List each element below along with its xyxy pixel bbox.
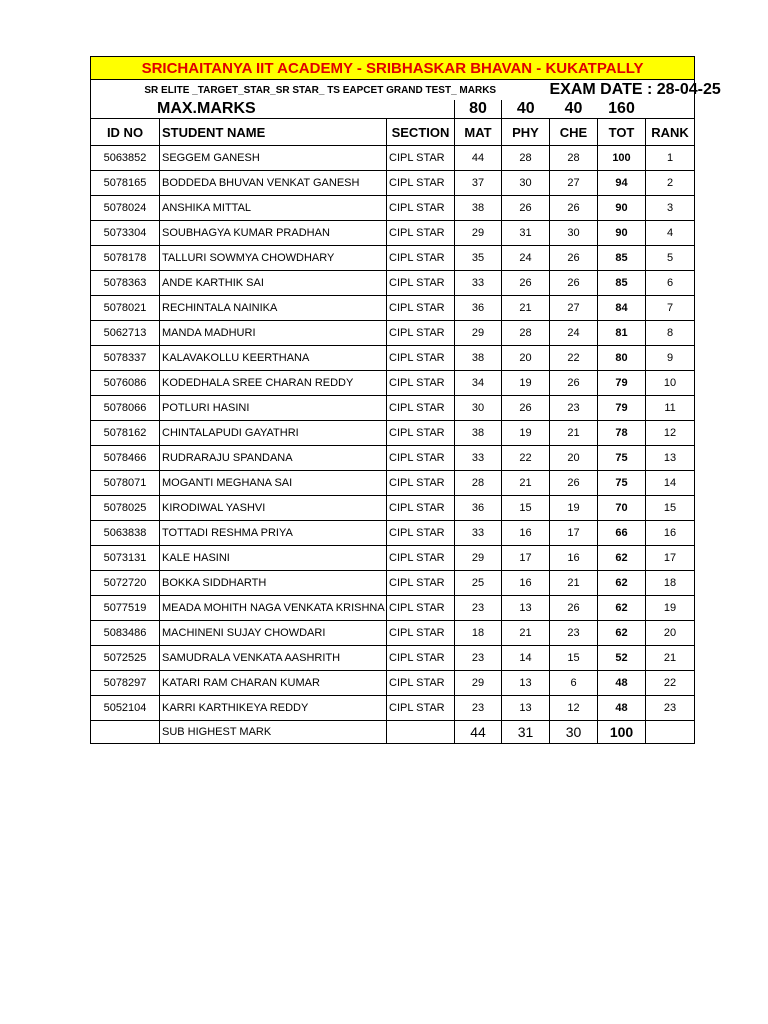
sheet-title: SRICHAITANYA IIT ACADEMY - SRIBHASKAR BHAVAN - KUKATPALLY [91, 57, 695, 80]
total-score: 52 [598, 646, 646, 671]
student-id: 5072720 [91, 571, 160, 596]
subtitle-row [91, 80, 695, 101]
mat-score: 36 [455, 496, 502, 521]
student-id: 5072525 [91, 646, 160, 671]
max-marks-row [91, 100, 695, 119]
student-id: 5078024 [91, 196, 160, 221]
total-score: 79 [598, 371, 646, 396]
table-row [91, 671, 695, 696]
total-score: 80 [598, 346, 646, 371]
student-id: 5083486 [91, 621, 160, 646]
che-score: 12 [550, 696, 598, 721]
student-section: CIPL STAR [387, 321, 455, 346]
phy-score: 31 [502, 221, 550, 246]
rank-value: 7 [646, 296, 695, 321]
student-name: MEADA MOHITH NAGA VENKATA KRISHNA [160, 596, 387, 621]
phy-score: 21 [502, 621, 550, 646]
che-score: 23 [550, 621, 598, 646]
sub-highest-label: SUB HIGHEST MARK [160, 721, 387, 744]
che-score: 16 [550, 546, 598, 571]
mat-score: 23 [455, 646, 502, 671]
table-row [91, 146, 695, 171]
che-score: 21 [550, 571, 598, 596]
rank-value: 13 [646, 446, 695, 471]
student-name: MOGANTI MEGHANA SAI [160, 471, 387, 496]
mat-score: 23 [455, 696, 502, 721]
total-score: 100 [598, 146, 646, 171]
mat-score: 33 [455, 446, 502, 471]
rank-value: 5 [646, 246, 695, 271]
student-id: 5078025 [91, 496, 160, 521]
student-section: CIPL STAR [387, 421, 455, 446]
student-section: CIPL STAR [387, 471, 455, 496]
student-id: 5063838 [91, 521, 160, 546]
student-section: CIPL STAR [387, 671, 455, 696]
col-header-section: SECTION [387, 119, 455, 146]
student-section: CIPL STAR [387, 271, 455, 296]
mat-score: 35 [455, 246, 502, 271]
student-id: 5078337 [91, 346, 160, 371]
total-score: 70 [598, 496, 646, 521]
total-score: 48 [598, 696, 646, 721]
student-name: POTLURI HASINI [160, 396, 387, 421]
total-score: 85 [598, 271, 646, 296]
rank-value: 3 [646, 196, 695, 221]
total-score: 94 [598, 171, 646, 196]
che-score: 26 [550, 371, 598, 396]
total-score: 81 [598, 321, 646, 346]
total-score: 75 [598, 446, 646, 471]
rank-value: 14 [646, 471, 695, 496]
marks-table [90, 56, 721, 744]
total-score: 62 [598, 621, 646, 646]
mat-score: 28 [455, 471, 502, 496]
total-score: 48 [598, 671, 646, 696]
mat-score: 44 [455, 146, 502, 171]
total-score: 75 [598, 471, 646, 496]
table-row [91, 221, 695, 246]
student-name: KODEDHALA SREE CHARAN REDDY [160, 371, 387, 396]
mat-score: 30 [455, 396, 502, 421]
student-id: 5078165 [91, 171, 160, 196]
phy-score: 19 [502, 421, 550, 446]
mat-score: 29 [455, 546, 502, 571]
mat-score: 29 [455, 671, 502, 696]
table-row [91, 346, 695, 371]
total-score: 62 [598, 571, 646, 596]
col-header-name: STUDENT NAME [160, 119, 387, 146]
mat-score: 29 [455, 221, 502, 246]
test-subtitle: SR ELITE _TARGET_STAR_SR STAR_ TS EAPCET GRAND TEST_ MARKS [91, 80, 550, 101]
rank-value: 9 [646, 346, 695, 371]
table-row [91, 621, 695, 646]
table-row [91, 296, 695, 321]
che-score: 17 [550, 521, 598, 546]
che-score: 26 [550, 471, 598, 496]
student-section: CIPL STAR [387, 696, 455, 721]
student-section: CIPL STAR [387, 396, 455, 421]
phy-score: 26 [502, 196, 550, 221]
student-id: 5078178 [91, 246, 160, 271]
phy-score: 16 [502, 521, 550, 546]
phy-score: 13 [502, 671, 550, 696]
footer-empty-section [387, 721, 455, 744]
student-section: CIPL STAR [387, 546, 455, 571]
mat-score: 38 [455, 346, 502, 371]
footer-empty-id [91, 721, 160, 744]
total-score: 84 [598, 296, 646, 321]
student-section: CIPL STAR [387, 146, 455, 171]
max-tot: 160 [608, 100, 635, 117]
max-phy: 40 [516, 100, 535, 117]
rank-value: 21 [646, 646, 695, 671]
mat-score: 34 [455, 371, 502, 396]
che-score: 19 [550, 496, 598, 521]
rank-value: 6 [646, 271, 695, 296]
highest-tot: 100 [598, 721, 646, 744]
student-id: 5078021 [91, 296, 160, 321]
col-header-che: CHE [550, 119, 598, 146]
col-header-mat: MAT [455, 119, 502, 146]
student-id: 5073304 [91, 221, 160, 246]
student-name: RUDRARAJU SPANDANA [160, 446, 387, 471]
student-id: 5078162 [91, 421, 160, 446]
phy-score: 20 [502, 346, 550, 371]
student-name: SEGGEM GANESH [160, 146, 387, 171]
student-name: RECHINTALA NAINIKA [160, 296, 387, 321]
rank-value: 19 [646, 596, 695, 621]
table-row [91, 596, 695, 621]
total-score: 90 [598, 196, 646, 221]
table-row [91, 171, 695, 196]
col-header-id: ID NO [91, 119, 160, 146]
max-che: 40 [564, 100, 583, 117]
student-id: 5078466 [91, 446, 160, 471]
che-score: 26 [550, 596, 598, 621]
rank-value: 8 [646, 321, 695, 346]
total-score: 62 [598, 546, 646, 571]
phy-score: 26 [502, 271, 550, 296]
table-row [91, 371, 695, 396]
total-score: 90 [598, 221, 646, 246]
phy-score: 28 [502, 321, 550, 346]
exam-date: EXAM DATE : 28-04-25 [549, 81, 721, 98]
col-header-phy: PHY [502, 119, 550, 146]
mat-score: 37 [455, 171, 502, 196]
che-score: 21 [550, 421, 598, 446]
table-row [91, 246, 695, 271]
mat-score: 33 [455, 521, 502, 546]
student-name: SOUBHAGYA KUMAR PRADHAN [160, 221, 387, 246]
student-name: CHINTALAPUDI GAYATHRI [160, 421, 387, 446]
phy-score: 19 [502, 371, 550, 396]
rank-value: 16 [646, 521, 695, 546]
table-row [91, 696, 695, 721]
phy-score: 13 [502, 696, 550, 721]
student-id: 5076086 [91, 371, 160, 396]
phy-score: 21 [502, 471, 550, 496]
che-score: 27 [550, 296, 598, 321]
che-score: 20 [550, 446, 598, 471]
student-id: 5073131 [91, 546, 160, 571]
student-section: CIPL STAR [387, 196, 455, 221]
che-score: 15 [550, 646, 598, 671]
student-id: 5078363 [91, 271, 160, 296]
student-name: ANDE KARTHIK SAI [160, 271, 387, 296]
highest-phy: 31 [502, 721, 550, 744]
phy-score: 28 [502, 146, 550, 171]
rank-value: 10 [646, 371, 695, 396]
student-id: 5078071 [91, 471, 160, 496]
che-score: 22 [550, 346, 598, 371]
che-score: 26 [550, 246, 598, 271]
mat-score: 29 [455, 321, 502, 346]
rank-value: 1 [646, 146, 695, 171]
che-score: 27 [550, 171, 598, 196]
marks-sheet [90, 56, 721, 744]
table-row [91, 496, 695, 521]
phy-score: 16 [502, 571, 550, 596]
student-section: CIPL STAR [387, 221, 455, 246]
che-score: 26 [550, 271, 598, 296]
student-section: CIPL STAR [387, 171, 455, 196]
student-name: MANDA MADHURI [160, 321, 387, 346]
student-name: KALAVAKOLLU KEERTHANA [160, 346, 387, 371]
table-row [91, 546, 695, 571]
phy-score: 17 [502, 546, 550, 571]
total-score: 66 [598, 521, 646, 546]
student-section: CIPL STAR [387, 296, 455, 321]
student-id: 5063852 [91, 146, 160, 171]
student-name: KALE HASINI [160, 546, 387, 571]
mat-score: 23 [455, 596, 502, 621]
total-score: 78 [598, 421, 646, 446]
student-name: TALLURI SOWMYA CHOWDHARY [160, 246, 387, 271]
col-header-rank: RANK [646, 119, 695, 146]
table-row [91, 521, 695, 546]
student-section: CIPL STAR [387, 571, 455, 596]
mat-score: 38 [455, 421, 502, 446]
total-score: 85 [598, 246, 646, 271]
table-row [91, 321, 695, 346]
phy-score: 14 [502, 646, 550, 671]
student-name: SAMUDRALA VENKATA AASHRITH [160, 646, 387, 671]
rank-value: 4 [646, 221, 695, 246]
rank-value: 22 [646, 671, 695, 696]
che-score: 24 [550, 321, 598, 346]
sub-highest-row [91, 721, 695, 744]
student-id: 5077519 [91, 596, 160, 621]
rank-value: 15 [646, 496, 695, 521]
mat-score: 38 [455, 196, 502, 221]
table-row [91, 271, 695, 296]
table-row [91, 571, 695, 596]
mat-score: 25 [455, 571, 502, 596]
table-row [91, 421, 695, 446]
che-score: 28 [550, 146, 598, 171]
title-row [91, 57, 695, 80]
student-section: CIPL STAR [387, 246, 455, 271]
rank-value: 11 [646, 396, 695, 421]
student-name: KIRODIWAL YASHVI [160, 496, 387, 521]
student-name: BOKKA SIDDHARTH [160, 571, 387, 596]
max-marks-label: MAX.MARKS [91, 100, 455, 119]
phy-score: 30 [502, 171, 550, 196]
student-section: CIPL STAR [387, 596, 455, 621]
mat-score: 36 [455, 296, 502, 321]
phy-score: 13 [502, 596, 550, 621]
total-score: 79 [598, 396, 646, 421]
phy-score: 22 [502, 446, 550, 471]
student-name: TOTTADI RESHMA PRIYA [160, 521, 387, 546]
rank-value: 2 [646, 171, 695, 196]
che-score: 30 [550, 221, 598, 246]
student-id: 5052104 [91, 696, 160, 721]
student-id: 5062713 [91, 321, 160, 346]
mat-score: 18 [455, 621, 502, 646]
footer-empty-rank [646, 721, 695, 744]
student-name: BODDEDA BHUVAN VENKAT GANESH [160, 171, 387, 196]
phy-score: 15 [502, 496, 550, 521]
student-name: ANSHIKA MITTAL [160, 196, 387, 221]
rank-value: 17 [646, 546, 695, 571]
student-section: CIPL STAR [387, 446, 455, 471]
col-header-tot: TOT [598, 119, 646, 146]
student-id: 5078297 [91, 671, 160, 696]
table-row [91, 196, 695, 221]
student-id: 5078066 [91, 396, 160, 421]
student-section: CIPL STAR [387, 621, 455, 646]
student-section: CIPL STAR [387, 371, 455, 396]
rank-value: 23 [646, 696, 695, 721]
column-header-row [91, 119, 695, 146]
table-row [91, 396, 695, 421]
max-mat: 80 [455, 100, 502, 119]
rank-value: 18 [646, 571, 695, 596]
rank-value: 20 [646, 621, 695, 646]
student-name: KARRI KARTHIKEYA REDDY [160, 696, 387, 721]
student-name: MACHINENI SUJAY CHOWDARI [160, 621, 387, 646]
che-score: 23 [550, 396, 598, 421]
total-score: 62 [598, 596, 646, 621]
rank-value: 12 [646, 421, 695, 446]
phy-score: 21 [502, 296, 550, 321]
student-section: CIPL STAR [387, 646, 455, 671]
student-section: CIPL STAR [387, 496, 455, 521]
phy-score: 26 [502, 396, 550, 421]
mat-score: 33 [455, 271, 502, 296]
che-score: 6 [550, 671, 598, 696]
student-section: CIPL STAR [387, 346, 455, 371]
highest-mat: 44 [455, 721, 502, 744]
table-row [91, 446, 695, 471]
max-rank-empty [646, 100, 695, 119]
table-row [91, 646, 695, 671]
student-name: KATARI RAM CHARAN KUMAR [160, 671, 387, 696]
phy-score: 24 [502, 246, 550, 271]
highest-che: 30 [550, 721, 598, 744]
che-score: 26 [550, 196, 598, 221]
student-section: CIPL STAR [387, 521, 455, 546]
table-row [91, 471, 695, 496]
